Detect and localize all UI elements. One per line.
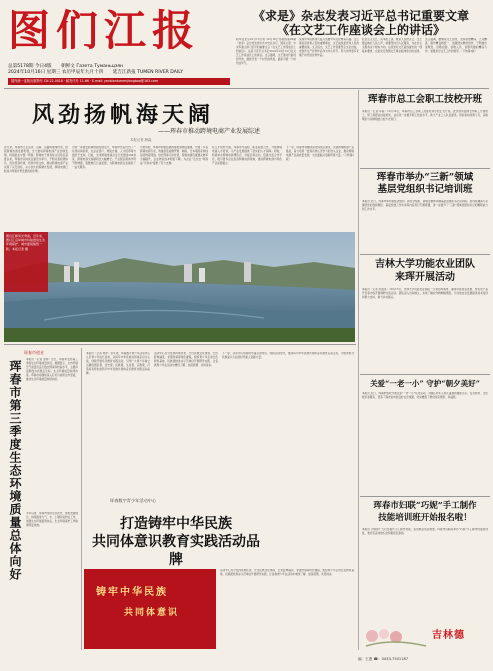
stamp-logo <box>432 626 474 642</box>
newspaper-logo: 图们江报 <box>8 6 201 55</box>
bottom-middle-text3: 下一步，活动中心将持续丰富活动内容、创新活动形式，推动铸牢中华民族共同体意识教育走深走实，为培养担当民族复兴大任的时代新人贡献力量。 <box>222 352 354 359</box>
r5-title-line1: 珲春市妇联“巧妮”手工制作 <box>373 501 477 511</box>
feature-col3: 与此同时，珲春市积极拓展跨境电商物流通道，开通了多条跨境电商专线，构建起连接俄罗斯、韩国、日本等国家和地区的物流网络。依托珲春口岸优势，跨境电商包裹通关效率大幅提升，企业物流成本明显下降，为企业“走出去”和商品“引进来”提供了有力支撑。 <box>140 146 208 165</box>
right-divider-3 <box>360 374 490 375</box>
bottom-left-vertical-title: 珲春市第三季度生态环境质量总体向好 <box>8 360 22 581</box>
top-article-title-line2: 《在文艺工作座谈会上的讲话》 <box>276 23 445 37</box>
river-city-photo <box>4 232 355 342</box>
r5-title-line2: 技能培训班开始报名啦！ <box>378 513 472 523</box>
issue-date: 2024年10月16日 星期三 农历甲辰年九月十四 <box>8 70 104 75</box>
page-footer: 编：王惠 ☎：0433-7501187 <box>358 657 409 661</box>
feature-col1: 近年来，珲春市立足沿边、沿海、沿路的地缘优势，抢抓跨境电商发展机遇，全力推动跨境电商产业加快发展。特别是在中国（珲春）跨境电子商务综合试验区获批以来，珲春市以综试区建设为牵引，不断完善政策体系、优化营商环境、培育市场主体，推动跨境电商产业实现了从无到有、从小到大的跨越式发展，跨境电商已经成为珲春外贸发展的新引擎。 <box>4 146 68 173</box>
bottom-middle-title-line2: 共同体意识教育实践活动品牌 <box>92 534 260 568</box>
bottom-middle-kicker: 珲春数字青少年活动中心 <box>110 498 157 503</box>
decorative-flower-graphic <box>362 624 430 648</box>
banner-text-line2: 共同体意识 <box>124 608 180 618</box>
edition-label: 朝鲜文 Газета Туманьцзян <box>61 64 124 69</box>
bottom-middle-title <box>86 515 266 569</box>
r5-text: 本报讯 为帮助广大妇女提升手工制作技能，拓宽就业创业渠道，珲春市妇联将举办“巧妮”手工制作技能培训班，欢迎有意向的妇女积极报名参加。 <box>362 528 488 535</box>
right-divider-4 <box>360 496 490 497</box>
bottom-left-text2: 今年以来，珲春市坚持生态优先、绿色发展理念，持续推进大气、水、土壤污染防治工作，加强生态环境监管执法，生态环境保护工作取得明显成效。 <box>26 512 78 527</box>
bottom-left-label: 珲春市创业 <box>24 350 44 355</box>
photo-caption: 图们江畔风光秀美。近年来，图们江沿岸城市持续推进生态环境保护，城市面貌焕然一新。本报记者 摄 <box>6 234 46 251</box>
feature-col2: 为进一步激发跨境电商发展活力，珲春市先后出台了一系列扶持政策，在企业落户、物流仓储、人才培养等方面给予支持。目前，全市跨境电商企业已发展到200余家，跨境电商交易额同比大幅增长。产业园区载体作用不断增强，集聚效应日益显现，为跨境电商企业提供了一站式服务。 <box>72 146 136 169</box>
middle-divider <box>4 344 356 345</box>
top-article-col3: 社会主义文艺，从本质上讲，就是人民的文艺。文艺要反映好人民心声，就要坚持为人民服务、为社会主义服务这个根本方向。这是党对文艺战线提出的一项基本要求，也是决定我国文艺事业前途命运的关键。 <box>362 38 422 53</box>
masthead <box>8 6 230 64</box>
brand-label: 延吉江新报 TUMEN RIVER DAILY <box>112 70 183 75</box>
top-article-col2: 实现中华民族伟大复兴需要中华文化繁荣兴盛。文艺事业是党和人民的重要事业，文艺战线是党和人民的重要战线。文章指出，文艺工作者要坚定文化自信，把创作生产优秀作品作为中心环节，努力创作更多无愧于时代的优秀作品。 <box>299 38 359 57</box>
feature-col4: 在人才培养方面，珲春市与高校、职业院校合作，开展跨境电商人才培训，为产业发展提供了坚实的人才保障。同时，积极举办跨境电商博览会、对接会等活动，搭建交流合作平台，吸引更多企业投身跨境电商领域，推动跨境电商与特色产业深度融合。 <box>212 146 282 165</box>
masthead-bar: 国内统一连续出版物号 CN 22-0018 · 邮发代号 11-66 · E-mail: yanbiantumenjiangbao@163.com <box>8 78 230 85</box>
r1-text: 本报讯（记者 李丽）10月14日，珲春市总工会职工技能培训学校正式开班。此次培训面向全市职工开展电工、焊工等职业技能培训，旨在进一步提升职工技能水平，助力产业工人队伍建设。培训将持续两个月，采取理论与实操相结合的方式进行。 <box>362 110 488 121</box>
bottom-middle-title-line1: 打造铸牢中华民族 <box>120 516 232 532</box>
bottom-left-text: 本报讯（记者 金明）近日，珲春市发布第三季度生态环境质量状况。数据显示，全市环境空气质量优良天数比例保持较高水平，主要河流断面水质稳定达标，生态环境质量持续改善。珲春市将继续深入打好污染防治攻坚战，推动生态环境质量持续向好。 <box>26 358 78 381</box>
activity-banner-photo <box>84 569 216 649</box>
top-divider <box>4 88 489 89</box>
r3-text: 本报讯（记者 朴美英）10月13日，吉林大学功能农业团队一行来到珲春市，围绕功能农业发展、特色农产品开发等内容开展调研交流活动。团队深入田间地头，实地了解农作物种植情况，为当地农业发展提供技术指导和智力支持，助力乡村振兴。 <box>362 288 488 299</box>
feature-col5: 下一步，珲春市将继续深化综试区建设，完善跨境电商产业链条，着力培育一批具有核心竞争力的龙头企业，推动跨境电商产业高质量发展，为全面振兴贡献珲春力量。（下转第2版） <box>286 146 354 161</box>
r3-title-line1: 吉林大学功能农业团队 <box>375 259 475 270</box>
banner-text-line1: 铸牢中华民族 <box>96 587 168 598</box>
r2-title-line2: 基层党组织书记培训班 <box>377 184 473 195</box>
r2-title-line1: 珲春市举办“三新”领域 <box>376 172 474 183</box>
right-column-divider <box>358 90 359 650</box>
bottom-left-divider <box>81 348 82 650</box>
bottom-middle-text4: 活动中心充分发挥阵地优势，开设民族文化体验、红色经典诵读、非遗传承等特色课程，组织青少年走进红色教育基地、民族团结进步示范单位开展研学实践，让各族青少年在活动中增进了解、加深感情、共同进步。 <box>220 569 354 576</box>
bottom-middle-text2: 活动中心充分发挥阵地优势，开设民族文化体验、红色经典诵读、非遗传承等特色课程，组织青少年走进红色教育基地、民族团结进步示范单位开展研学实践，让各族青少年在活动中增进了解、加深感情、共同进步。 <box>154 352 218 367</box>
r3-title <box>360 258 490 284</box>
r5-title <box>360 500 490 524</box>
r4-text: 本报讯 近日，珲春市组织开展关爱“一老一小”系列活动，为辖区老年人和儿童提供健康义诊、安全教育、文化娱乐等服务，营造了尊老爱幼的良好社会氛围，切实增强了群众的获得感、幸福感。 <box>362 392 488 399</box>
top-article-title <box>236 9 486 37</box>
feature-title: 风劲扬帆海天阔 <box>31 103 214 128</box>
r3-title-line2: 来珲开展活动 <box>395 272 455 283</box>
r1-title: 珲春市总工会职工技校开班 <box>367 94 482 105</box>
feature-byline: 本报记者 韩森 <box>130 138 152 142</box>
right-divider-1 <box>360 168 490 169</box>
issue-number: 总第5178期 今日4版 <box>8 64 52 69</box>
top-article-col4: 文章强调，要繁荣文艺创作，坚持思想精深、艺术精湛、制作精良相统一，加强现实题材创作，不断推出讴歌党、讴歌祖国、讴歌人民、讴歌英雄的精品力作。加强党对文艺工作的领导。（下转第2版） <box>425 38 487 53</box>
top-article-title-line1: 《求是》杂志发表习近平总书记重要文章 <box>252 9 469 23</box>
stamp-text: 吉林德 <box>432 630 465 641</box>
top-article-col1: 新华社北京10月15日电 10月16日出版的第20期《求是》杂志将发表中共中央总书记、国家主席、中央军委主席习近平的重要文章《在文艺工作座谈会上的讲话》。这是习近平总书记2014年10月15日在文艺工作座谈会上的讲话。文章强调，文艺是时代前进的号角，最能代表一个时代的风貌，最能引领一个时代的风气。 <box>236 38 296 65</box>
r2-text: 本报讯 近日，珲春市举办新经济组织、新社会组织、新就业群体领域基层党组织书记培训班。培训班邀请专家围绕党的创新理论、基层党建工作实务等内容进行专题授课，进一步提升了“三新”领域党组织书记的履职能力和工作水平。 <box>362 200 488 211</box>
feature-subtitle: ——珲春市推动跨境电商产业发展综述 <box>157 128 260 135</box>
right-divider-2 <box>360 254 490 255</box>
r2-title <box>360 172 490 196</box>
bottom-middle-text1: 本报讯（记者 刘洋）近年来，珲春数字青少年活动中心立足青少年成长需求，以铸牢中华民族共同体意识为主线，创新开展系列教育实践活动，引导广大青少年树立正确的国家观、历史观、民族观、文化观、宗教观，打造具有特色的铸牢中华民族共同体意识教育实践活动品牌。 <box>86 352 150 375</box>
masthead-info <box>8 64 230 76</box>
r4-title: 关爱“一老一小” 守护“朝夕美好” <box>370 379 480 388</box>
